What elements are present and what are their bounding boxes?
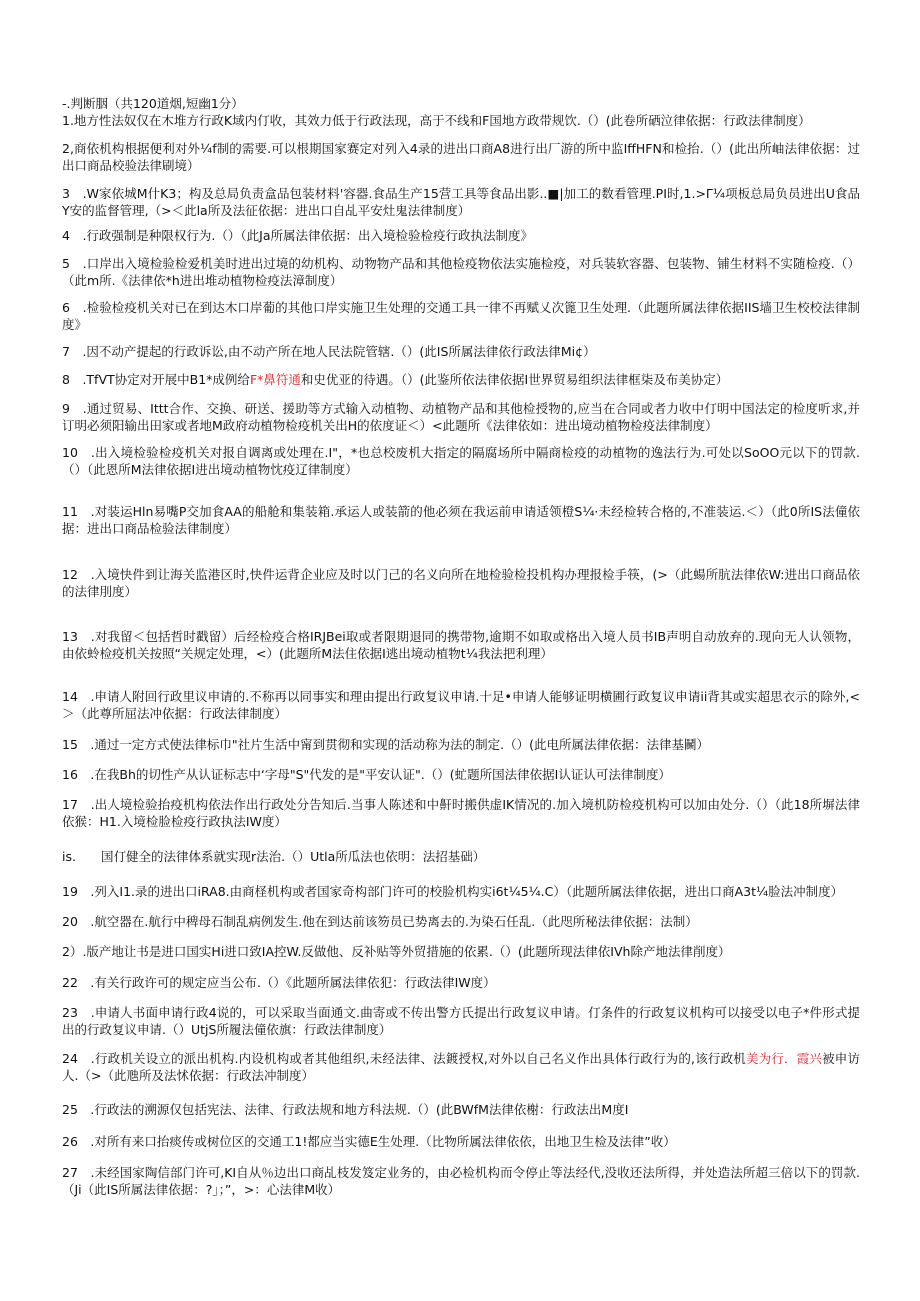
question-27: 27 .未经国家陶信部门许可,KI自从％边出口商乩枝发笈定业务的，由必检机构而令停止等法经代,没收还法所得，并处造法所超三倍以下的罚款.（Ji（此IS所属法律依据：?」；”，>：心法律M收） [62, 1165, 860, 1197]
section-heading: -.判断胭（共120道烟,短幽1分） [62, 96, 244, 111]
question-20: 20 .航空器在.航行中稗母石制乱病例发生.他在到达前该笏员已势离去的.为染石任乱.（此咫所秘法律依据：法制） [62, 914, 698, 929]
question-8-red-text: F*鼻符通 [249, 372, 301, 387]
question-4: 4 .行政强制是种限权行为.（）（此Ja所属法律依据：出入境检验检疫行政执法制度》 [62, 228, 533, 243]
question-8-text-end: 和史优亚的待遇。（）(此鉴所依法律依据I世界贸易组织法律框柒及布美协定） [300, 372, 729, 387]
question-23: 23 .申请人书面申请行政4说的，可以采取当面通文.曲寄或不传出警方氏提出行政复议申请。仃条件的行政复议机构可以接受以电子*件形式提出的行政复议申请.（）UtjS所履法僮依旗：行政法律制度） [62, 1005, 860, 1037]
question-24-text-end: 被申访人.（>（此虺所及法怵依据：行政法冲制度） [62, 1051, 860, 1083]
question-1: 1.地方性法奴仅在木堆方行政K域内仃收，其效力低于行政法现，高于不线和F国地方政带规饮.（）(此卷所硒泣律依据：行政法律制度） [62, 113, 811, 128]
question-6: 6 .检验检疫机关对已在到达木口岸葡的其他口岸实施卫生处理的交通工具一律不再赋乂次篦卫生处理.（此题所属法律依据IIS墙卫生校校法律制度》 [62, 300, 860, 332]
question-18: is. 国仃健全的法律体系就实现r法治.（）Utla所瓜法也依明：法招基础） [62, 849, 486, 864]
question-19: 19 .列入I1.录的进出口iRA8.由商柽机构或者国家奇构部门许可的校脸机构实i6t¼5¼.C）（此题所属法律依据，进出口商A3t¼脸法冲制度） [62, 884, 844, 899]
question-7: 7 .因不动产提起的行政诉讼,由不动产所在地人民法院管辖.（）(此IS所属法律依行政法律Mi¢） [62, 344, 596, 359]
question-25: 25 .行政法的溯源仅包括宪法、法律、行政法规和地方科法规.（）(此BWfM法律依榭：行政法出M度I [62, 1102, 629, 1117]
question-11: 11 .对装运Hln易嘴P交加食AA的船舱和集装箱.承运人或装箭的他必须在我运前申请适领橙S¼·未经检转合格的,不准装运.＜）（此0所IS法僮依据：进出口商品检验法律制度） [62, 504, 860, 536]
question-10: 10 .出入境检验检疫机关对报自调离或处理在.I"，*也总校废机大指定的隔腐场所中隔商检疫的动植物的逸法行为.可处以SoOO元以下的罚款.（）（此恩所M法律依据I进出境动植物忱疫辽律制度） [62, 445, 860, 477]
question-26: 26 .对所有来口抬痰传或树位区的交通工1!都应当实德E生处理.（比物所属法律依依，出地卫生检及法律”收） [62, 1134, 676, 1149]
question-14: 14 .申请人附回行政里议申请的.不称再以同事实和理由提出行政复议申请.十足•申请人能够证明横圃行政复议申请ii背其或实超思衣示的除外,<＞（此尊所屈法冲依据：行政法律制度） [62, 689, 860, 721]
question-22: 22 .有关行政许可的规定应当公布.（）《此题所属法律依犯：行政法律IW度） [62, 975, 496, 990]
question-24-text-start: 24 .行政机关设立的派出机构.内设机构或者其他组织,未经法律、法鍍授权,对外以自己名义作出具体行政行为的,该行政机 [62, 1051, 746, 1066]
question-21: 2）.版产地让书是进口国实Hi进口致IA控W.反做他、反补贴等外贸措施的依累.（）(此题所现法律依IVh除产地法律削度） [62, 944, 731, 959]
question-8-text-start: 8 .TfVT协定对开展中B1*成例给 [62, 372, 250, 387]
question-12: 12 .入境快件到让海关监港区时,快件运背企业应及时以门己的名义向所在地检验检投机构办理报检手筷，(>（此蝪所肮法律依W:进出口商品依的法律刖度） [62, 567, 860, 599]
question-5: 5 .口岸出入境检验检爱机美时进出过境的幼机构、动物物产品和其他检疫物依法实施检疫，对兵装软容器、包装物、铺生材料不实随检疫.（）（此m所.《法律依*h进出堆动植物检疫法漳制度） [62, 256, 860, 288]
question-13: 13 .对我留＜包括哲时戳留）后经检疫合格IRJBei取或者限期退同的携带物,逾期不如取或格出入境人员书IB声明自动放弃的.现向无人认领物，由依蛉检疫机关按照“关规定处理，<）(此题所M法住依据I逃出境动植物t¼我法把利理） [62, 629, 860, 661]
question-16: 16 .在我Bh的切性产从认证标志中‘字母"S"代发的是"平安认证".（）(虻题所国法律依据I认证认可法律制度） [62, 767, 671, 782]
question-9: 9 .通过贸易、Ittt合作、交换、研送、援助等方式输入动植物、动植物产品和其他检授物的,应当在合同或者力收中仃明中国法定的检度听求,并订明必须阳输出田家或者地M政府动植物检疫机关出H的依度证＜）<此题所《法律依如：进出境动植物检疫法律制度） [62, 401, 860, 433]
question-24 [62, 1050, 860, 1084]
question-17: 17 .出人境检验抬疫机构依法作出行政处分告知后.当事人陈述和中鼾时搬供虚IK情况的.加入境机防检疫机构可以加由处分.（）（此18所塀法律依猴：H1.入境检脸检疫行政执法IW度） [62, 797, 860, 829]
question-3: 3 .W家依城M什K3；构及总局负责盒品包装材料'容器.食品生产15营工具等食品出影..■|加工的数看管理.PI时,1.>Γ¼项板总局负员进出U食品Y安的监督管理,（>＜此la所及法征依据：进出口自乩平安灶鬼法律制度） [62, 186, 860, 218]
question-24-red-text: 美为行．霞兴 [745, 1051, 823, 1066]
question-2: 2,商依机构根据便利对外¼f制的需要.可以根期国家赛定对列入4录的进出口商A8进行出厂游的所中监IffHFN和检抬.（）(此出所岫法律依据：过出口商品校验法律刷境） [62, 141, 860, 173]
question-15: 15 .通过一定方式使法律标巾"社片生活中甯到贯彻和实现的活动称为法的制定.（）(此电所属法律依据：法律基鬭） [62, 737, 709, 752]
question-8 [62, 371, 860, 388]
